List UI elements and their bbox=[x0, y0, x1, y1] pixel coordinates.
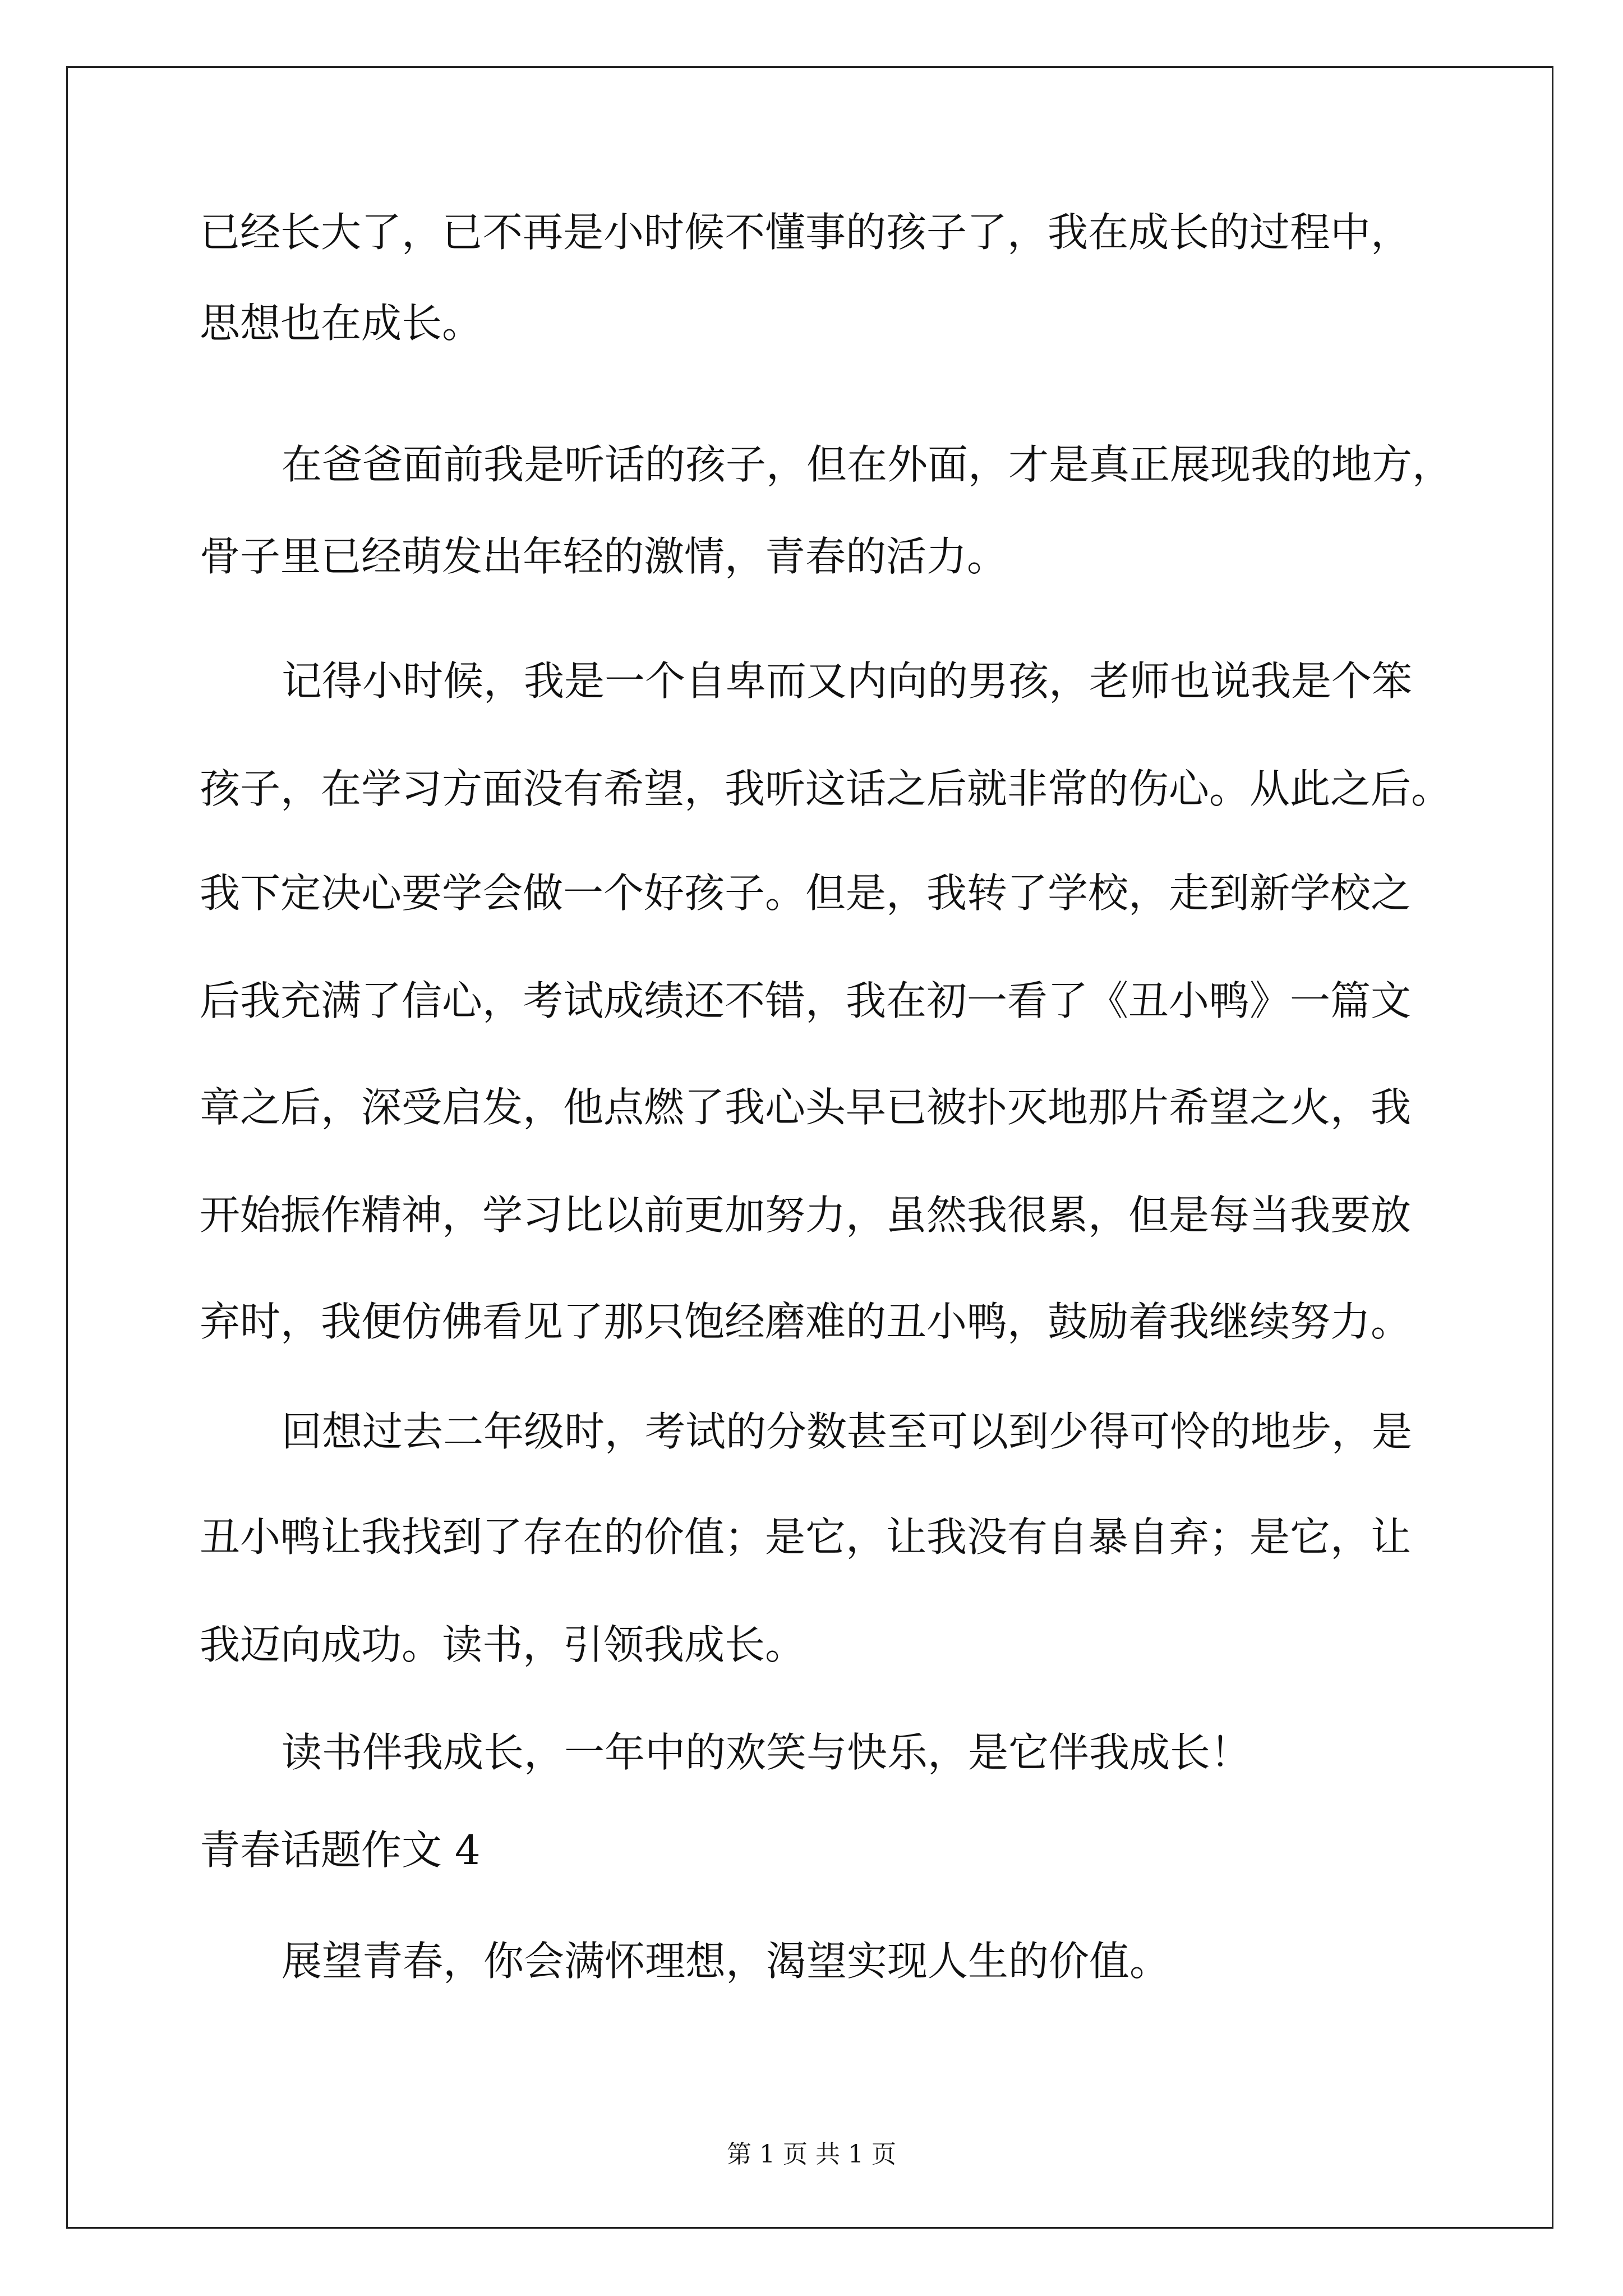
text-line: 骨子里已经萌发出年轻的激情，青春的活力。 bbox=[200, 533, 1008, 580]
text-line: 已经长大了，已不再是小时候不懂事的孩子了，我在成长的过程中， bbox=[200, 209, 1412, 256]
text-line: 孩子，在学习方面没有希望，我听这话之后就非常的伤心。从此之后。 bbox=[200, 765, 1452, 812]
text-line: 我迈向成功。读书，引领我成长。 bbox=[200, 1621, 806, 1668]
paragraph-start: 展望青春，你会满怀理想，渴望实现人生的价值。 bbox=[282, 1938, 1170, 1985]
page-footer: 第 1 页 共 1 页 bbox=[727, 2140, 896, 2169]
paragraph-start: 回想过去二年级时，考试的分数甚至可以到少得可怜的地步，是 bbox=[282, 1408, 1413, 1455]
page-border bbox=[66, 66, 1553, 2229]
text-line: 后我充满了信心，考试成绩还不错，我在初一看了《丑小鸭》一篇文 bbox=[200, 977, 1412, 1024]
paragraph-start: 读书伴我成长，一年中的欢笑与快乐，是它伴我成长！ bbox=[282, 1729, 1251, 1776]
text-line: 开始振作精神，学习比以前更加努力，虽然我很累，但是每当我要放 bbox=[200, 1191, 1412, 1239]
text-line: 章之后，深受启发，他点燃了我心头早已被扑灭地那片希望之火，我 bbox=[200, 1084, 1412, 1131]
paragraph-start: 记得小时候，我是一个自卑而又内向的男孩，老师也说我是个笨 bbox=[282, 657, 1413, 705]
paragraph-start: 在爸爸面前我是听话的孩子，但在外面，才是真正展现我的地方， bbox=[282, 441, 1453, 488]
text-line: 丑小鸭让我找到了存在的价值；是它，让我没有自暴自弃；是它，让 bbox=[200, 1513, 1412, 1561]
text-line: 我下定决心要学会做一个好孩子。但是，我转了学校，走到新学校之 bbox=[200, 869, 1412, 917]
section-heading: 青春话题作文 4 bbox=[200, 1826, 481, 1874]
text-line: 思想也在成长。 bbox=[200, 300, 483, 347]
text-line: 弃时，我便仿佛看见了那只饱经磨难的丑小鸭，鼓励着我继续努力。 bbox=[200, 1298, 1412, 1345]
